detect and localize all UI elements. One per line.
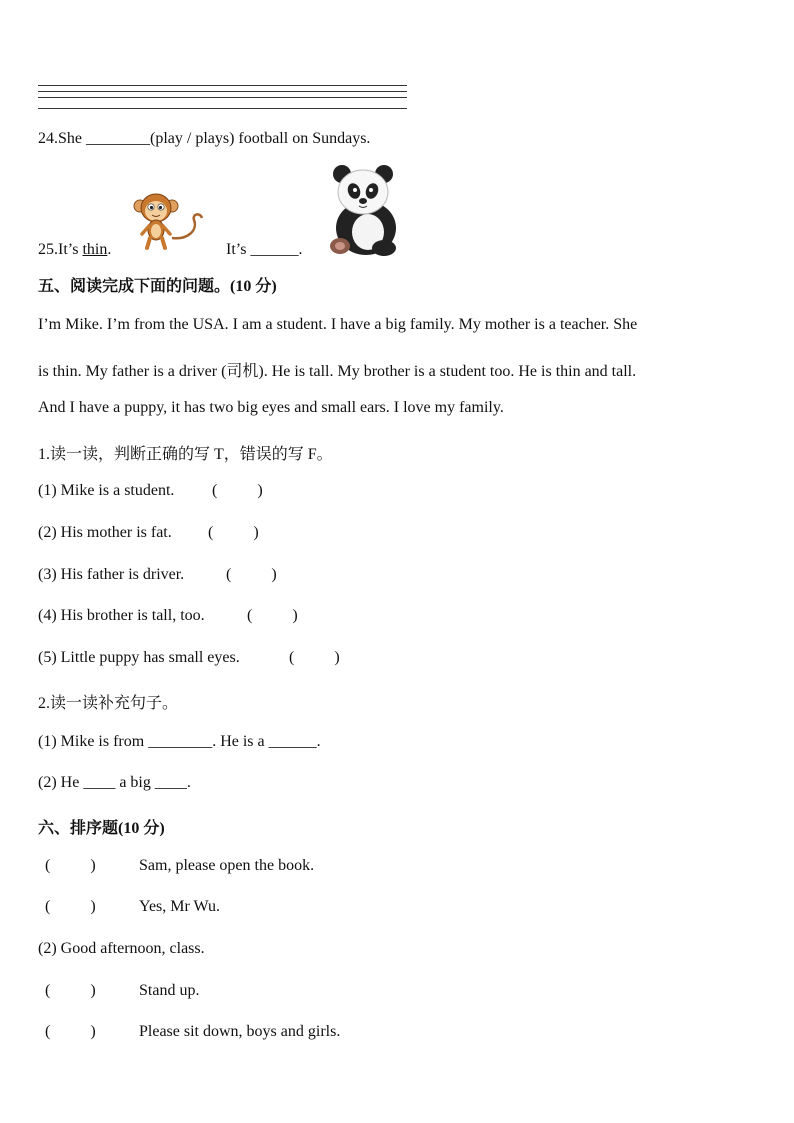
judge-text: (2) His mother is fat. (38, 524, 172, 541)
answer-paren[interactable]: ( ) (289, 649, 340, 666)
fill-item-1: (1) Mike is from ________. He is a ______. (38, 733, 321, 750)
judge-item-3 (38, 566, 184, 584)
section-5-heading: 五、阅读完成下面的问题。(10 分) (38, 278, 277, 295)
judge-text: (3) His father is driver. (38, 566, 185, 583)
order-text-4: Stand up. (139, 982, 200, 999)
question-text: It’s (58, 241, 83, 258)
part-1-title: 1.读一读，判断正确的写 T，错误的写 F。 (38, 446, 333, 463)
question-number: 25. (38, 241, 58, 258)
order-text-2: Yes, Mr Wu. (139, 898, 221, 915)
panda-illustration (326, 162, 404, 257)
question-text: She (58, 130, 86, 147)
order-text-5: Please sit down, boys and girls. (139, 1023, 341, 1040)
question-number: 24. (38, 130, 58, 147)
writing-line-3 (38, 97, 407, 98)
passage-line-2: is thin. My father is a driver (司机). He is tall. My brother is a student too. He is thin and tall. (38, 363, 637, 380)
order-text-3: (2) Good afternoon, class. (38, 940, 205, 957)
question-text: . (107, 241, 112, 258)
judge-item-2 (38, 524, 172, 542)
order-text-1: Sam, please open the book. (139, 857, 315, 874)
section-6-heading: 六、排序题(10 分) (38, 820, 165, 837)
judge-item-5 (38, 649, 240, 667)
writing-line-1 (38, 85, 407, 86)
question-text: It’s (226, 241, 251, 258)
passage-line-3: And I have a puppy, it has two big eyes and small ears. I love my family. (38, 399, 504, 416)
answer-paren[interactable]: ( ) (247, 607, 298, 624)
passage-line-1: I’m Mike. I’m from the USA. I am a student. I have a big family. My mother is a teacher. She (38, 316, 638, 333)
order-paren-4[interactable]: ( ) (45, 982, 96, 999)
question-24 (38, 130, 370, 148)
order-paren-5[interactable]: ( ) (45, 1023, 96, 1040)
fill-item-2: (2) He ____ a big ____. (38, 774, 191, 791)
answer-blank[interactable]: ________ (86, 130, 150, 147)
answer-blank[interactable]: ______ (250, 241, 299, 258)
order-paren-2[interactable]: ( ) (45, 898, 96, 915)
part-2-title: 2.读一读补充句子。 (38, 695, 179, 712)
question-text: (play / plays) football on Sundays. (150, 130, 371, 147)
order-paren-1[interactable]: ( ) (45, 857, 96, 874)
writing-line-4 (38, 108, 407, 109)
answer-paren[interactable]: ( ) (212, 482, 263, 499)
judge-item-1 (38, 482, 174, 500)
judge-text: (1) Mike is a student. (38, 482, 175, 499)
question-25 (38, 241, 111, 259)
monkey-illustration (128, 190, 208, 252)
underlined-word: thin (82, 241, 108, 258)
judge-text: (5) Little puppy has small eyes. (38, 649, 240, 666)
question-25-part-b (226, 241, 302, 259)
judge-item-4 (38, 607, 205, 625)
answer-paren[interactable]: ( ) (208, 524, 259, 541)
judge-text: (4) His brother is tall, too. (38, 607, 205, 624)
question-text: . (298, 241, 303, 258)
writing-line-2 (38, 91, 407, 92)
answer-paren[interactable]: ( ) (226, 566, 277, 583)
